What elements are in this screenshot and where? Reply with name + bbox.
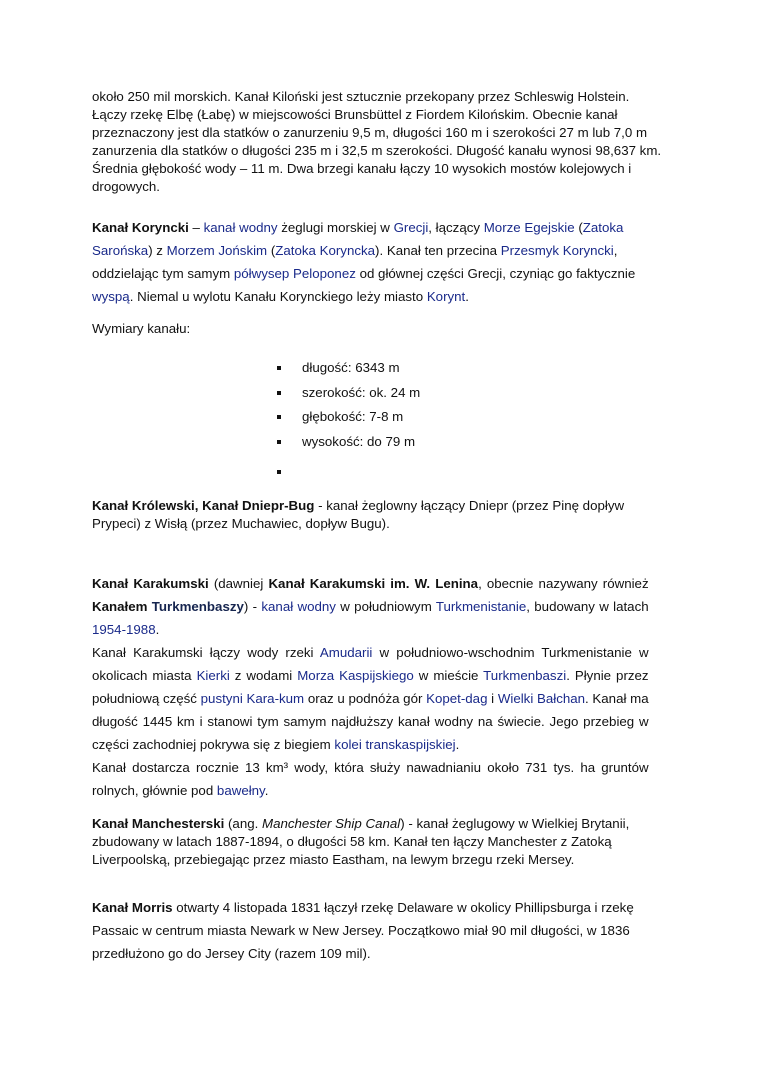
text: . Kanał ma xyxy=(585,691,649,706)
text: oraz u podnóża gór xyxy=(304,691,427,706)
text-line: Liverpoolską, przebiegając przez miasto Eastham, na lewym brzegu rzeki Mersey. xyxy=(92,852,575,867)
text: i xyxy=(487,691,498,706)
link-kopet-dag[interactable]: Kopet-dag xyxy=(426,691,488,706)
text: południową część xyxy=(92,691,201,706)
text-line: przedłużono go do Jersey City (razem 109 mil). xyxy=(92,946,371,961)
link-turkmenbaszi[interactable]: Turkmenbaszi xyxy=(483,668,567,683)
text-line: Średnia głębokość wody – 11 m. Dwa brzegi kanału łączy 10 wysokich mostów kolejowych i xyxy=(92,161,632,176)
text: , obecnie nazywany również xyxy=(478,576,649,591)
text: (ang. xyxy=(224,816,262,831)
link-kanal-wodny[interactable]: kanał wodny xyxy=(203,220,278,235)
link-kolej[interactable]: kolei transkaspijskiej xyxy=(334,737,456,752)
link-turkmenbaszy[interactable]: Turkmenbaszy xyxy=(151,599,244,614)
link-amudaria[interactable]: Amudarii xyxy=(319,645,373,660)
list-item-text: głębokość: 7-8 m xyxy=(302,409,404,424)
section-title: Kanał Morris xyxy=(92,900,173,915)
bold-text: Kanałem xyxy=(92,599,148,614)
link-korynt[interactable]: Korynt xyxy=(426,289,466,304)
link-bawelna[interactable]: bawełny xyxy=(216,783,265,798)
text: - kanał żeglowny łączący Dniepr (przez Pinę dopływ xyxy=(314,498,625,513)
text: Kanał Karakumski łączy wody rzeki xyxy=(92,645,320,660)
text: . Niemal u wylotu Kanału Korynckiego leży miasto xyxy=(129,289,427,304)
dimensions-heading: Wymiary kanału: xyxy=(92,321,191,336)
text: z wodami xyxy=(229,668,298,683)
bullet-icon xyxy=(277,366,281,370)
bullet-icon xyxy=(277,415,281,419)
link-kanal-wodny[interactable]: kanał wodny xyxy=(261,599,336,614)
text: oddzielając tym samym xyxy=(92,266,234,281)
text: ( xyxy=(574,220,583,235)
list-item-empty xyxy=(277,460,420,485)
royal-canal-paragraph xyxy=(92,497,624,533)
link-lata[interactable]: 1954-1988 xyxy=(92,622,156,637)
section-title: Kanał Koryncki xyxy=(92,220,189,235)
text: w południowym xyxy=(335,599,436,614)
list-item-text: wysokość: do 79 m xyxy=(302,433,416,449)
morris-canal-paragraph xyxy=(92,896,634,965)
link-pustynia[interactable]: pustyni Kara-kum xyxy=(200,691,305,706)
text: ) - kanał żeglugowy w Wielkiej Brytanii, xyxy=(400,816,630,831)
section-title: Kanał Karakumski xyxy=(92,576,209,591)
manchester-canal-paragraph xyxy=(92,815,629,869)
list-item-text: długość: 6343 m xyxy=(302,360,400,375)
text: w mieście xyxy=(413,668,484,683)
text: ). Kanał ten przecina xyxy=(375,243,501,258)
list-item xyxy=(277,356,420,381)
text-line: Passaic w centrum miasta Newark w New Jersey. Początkowo miał 90 mil długości, w 1836 xyxy=(92,923,630,938)
link-peloponez[interactable]: półwysep Peloponez xyxy=(233,266,356,281)
text-line: Łączy rzekę Elbę (Łabę) w miejscowości Brunsbüttel z Fiordem Kilońskim. Obecnie kanał xyxy=(92,107,618,122)
kiel-canal-paragraph xyxy=(92,88,661,196)
list-item xyxy=(277,405,420,430)
dimensions-list-wrap xyxy=(92,356,421,485)
text: . xyxy=(264,783,269,798)
section-title: Kanał Królewski, Kanał Dniepr-Bug xyxy=(92,498,315,513)
bullet-icon xyxy=(277,440,281,444)
text-line: drogowych. xyxy=(92,179,160,194)
text: , łączący xyxy=(428,220,484,235)
text-line: Kanał dostarcza rocznie 13 km³ wody, która służy nawadnianiu około 731 tys. ha gruntów xyxy=(92,760,649,775)
text-line: około 250 mil morskich. Kanał Kiloński jest sztucznie przekopany przez Schleswig Holstein. xyxy=(92,89,630,104)
list-item-text: szerokość: ok. 24 m xyxy=(302,384,421,400)
link-przesmyk-koryncki[interactable]: Przesmyk Koryncki xyxy=(500,243,614,258)
section-title: Kanał Manchesterski xyxy=(92,816,225,831)
bullet-icon xyxy=(277,470,281,474)
bold-text: Kanał Karakumski im. W. Lenina xyxy=(268,576,479,591)
link-wyspa[interactable]: wyspą xyxy=(92,289,130,304)
text: od głównej części Grecji, czyniąc go faktycznie xyxy=(355,266,636,281)
text: . Płynie przez xyxy=(566,668,649,683)
bullet-icon xyxy=(277,391,281,395)
text: żeglugi morskiej w xyxy=(277,220,394,235)
list-item xyxy=(277,381,420,406)
text-line: zbudowany w latach 1887-1894, o długości 58 km. Kanał ten łączy Manchester z Zatoką xyxy=(92,834,612,849)
link-morze-jonskie[interactable]: Morzem Jońskim xyxy=(166,243,268,258)
text: . xyxy=(455,737,460,752)
link-zatoka-saronska[interactable]: Zatoka xyxy=(582,220,624,235)
english-name: Manchester Ship Canal xyxy=(262,816,401,831)
text: w południowo-wschodnim Turkmenistanie w xyxy=(372,645,649,660)
dimensions-list xyxy=(277,356,420,485)
text: ) - xyxy=(243,599,262,614)
text: , xyxy=(613,243,618,258)
text: części zachodniej pokrywa się z biegiem xyxy=(92,737,335,752)
text: rolnych, głównie pod xyxy=(92,783,217,798)
text-line: Prypeci) z Wisłą (przez Muchawiec, dopływ Bugu). xyxy=(92,516,390,531)
link-turkmenistan[interactable]: Turkmenistanie xyxy=(435,599,527,614)
karakum-canal-paragraph xyxy=(92,572,649,802)
text: – xyxy=(188,220,204,235)
link-grecja[interactable]: Grecji xyxy=(393,220,429,235)
link-morze-egejskie[interactable]: Morze Egejskie xyxy=(483,220,575,235)
text-line: długość 1445 km i stanowi tym samym najdłuższy kanał wodny na świecie. Jego przebieg w xyxy=(92,714,649,729)
text: otwarty 4 listopada 1831 łączył rzekę Delaware w okolicy Phillipsburga i rzekę xyxy=(172,900,634,915)
text-line: przeznaczony jest dla statków o zanurzeniu 9,5 m, długości 160 m i szerokości 27 m lub 7,0 m xyxy=(92,125,648,140)
text: (dawniej xyxy=(208,576,269,591)
text: ( xyxy=(267,243,276,258)
text: okolicach miasta xyxy=(92,668,197,683)
text-line: zanurzenia dla statków o długości 235 m i 32,5 m szerokości. Długość kanału wynosi 98,637 km. xyxy=(92,143,662,158)
link-kierki[interactable]: Kierki xyxy=(196,668,230,683)
list-item xyxy=(277,430,420,455)
text: , budowany w latach xyxy=(526,599,649,614)
link-morze-kaspijskie[interactable]: Morza Kaspijskiego xyxy=(297,668,414,683)
link-wielki-balchan[interactable]: Wielki Bałchan xyxy=(497,691,586,706)
text: . xyxy=(155,622,160,637)
text: ) z xyxy=(148,243,167,258)
corinth-canal-paragraph xyxy=(92,216,635,308)
link-zatoka-koryncka[interactable]: Zatoka Koryncka xyxy=(275,243,376,258)
text: . xyxy=(465,289,469,304)
link-zatoka-saronska-cont[interactable]: Sarońska xyxy=(92,243,149,258)
